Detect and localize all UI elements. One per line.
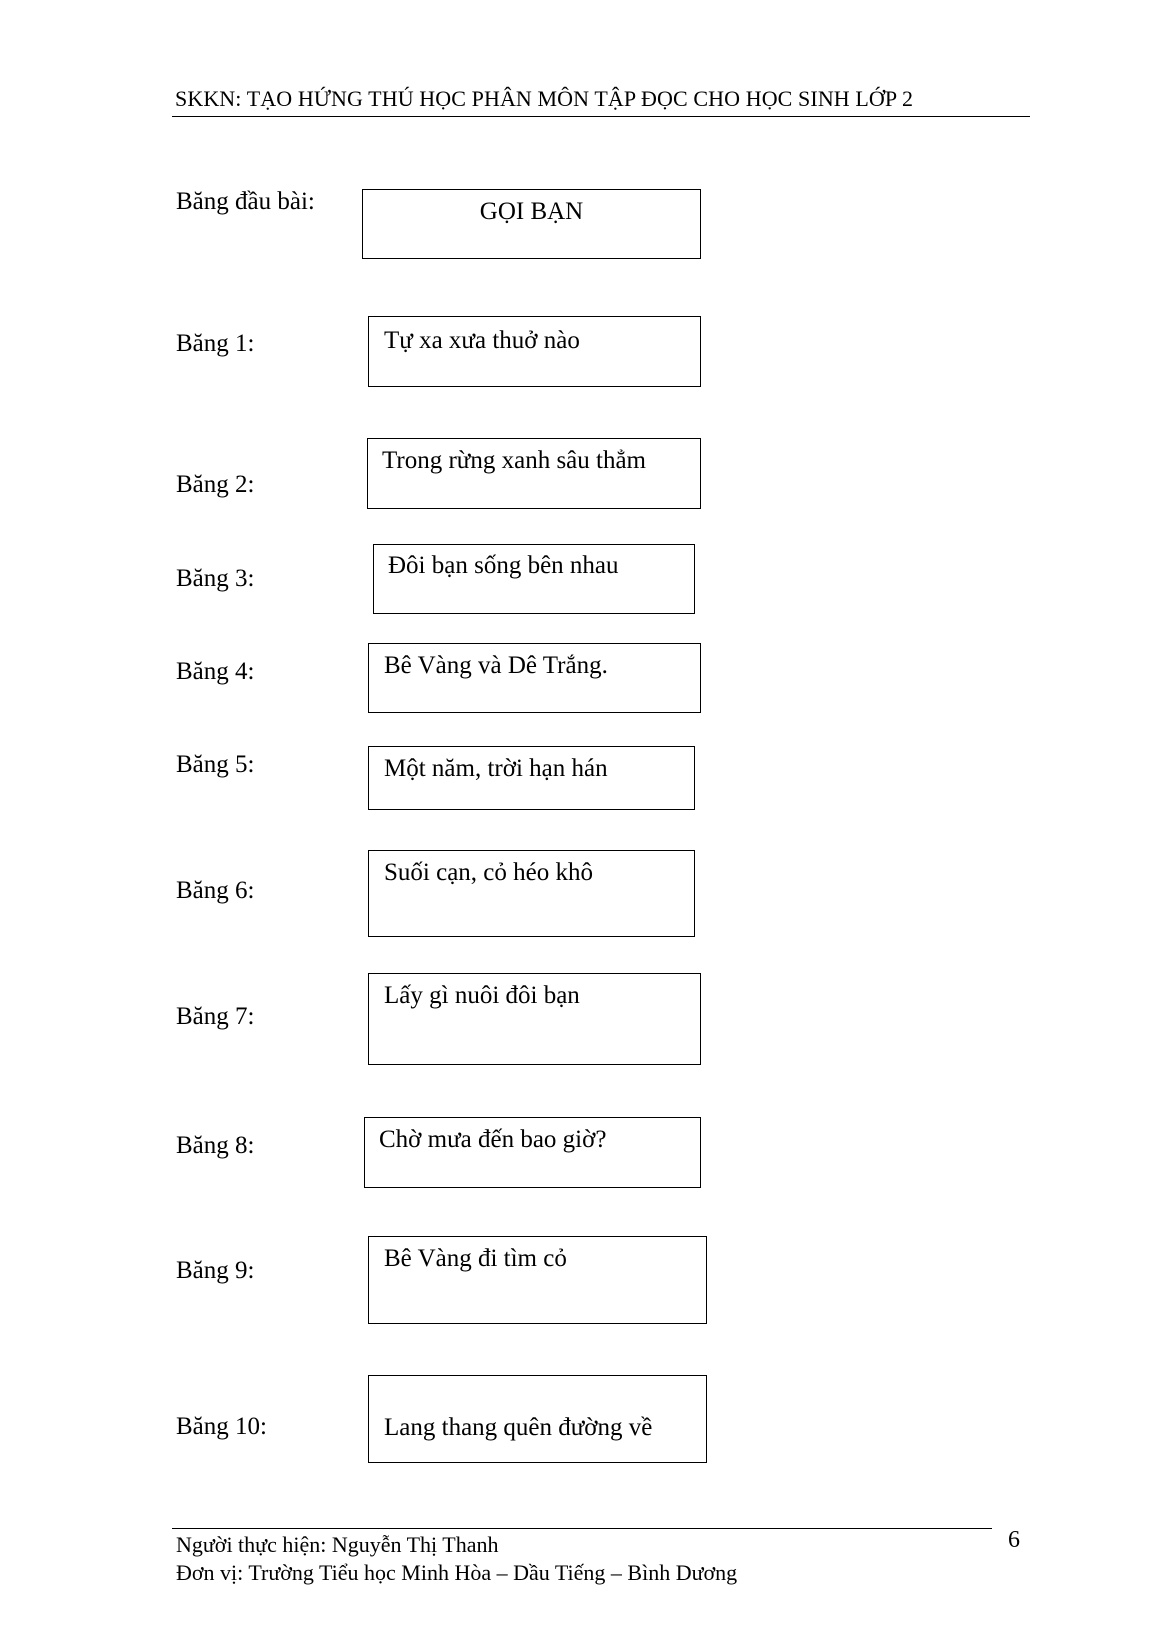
strip-label-1: Băng 1: <box>176 330 255 357</box>
strip-text-title: GỌI BẠN <box>479 198 584 225</box>
strip-text-6: Suối cạn, cỏ héo khô <box>384 859 593 886</box>
strip-text-8: Chờ mưa đến bao giờ? <box>379 1126 607 1153</box>
page-header-title: SKKN: TẠO HỨNG THÚ HỌC PHÂN MÔN TẬP ĐỌC CHO HỌC SINH LỚP 2 <box>175 86 914 111</box>
header-divider <box>172 116 1030 117</box>
strip-box-9 <box>368 1236 707 1324</box>
footer-author: Người thực hiện: Nguyễn Thị Thanh <box>176 1532 499 1557</box>
strip-box-5 <box>368 746 695 810</box>
strip-label-3: Băng 3: <box>176 565 255 592</box>
strip-text-2: Trong rừng xanh sâu thẳm <box>382 447 647 474</box>
strip-text-7: Lấy gì nuôi đôi bạn <box>384 982 580 1009</box>
strip-box-2 <box>367 438 701 509</box>
strip-box-7 <box>368 973 701 1065</box>
strip-box-8 <box>364 1117 701 1188</box>
strip-label-10: Băng 10: <box>176 1413 267 1440</box>
strip-text-4: Bê Vàng và Dê Trắng. <box>384 652 608 679</box>
strip-label-9: Băng 9: <box>176 1257 255 1284</box>
strip-label-title: Băng đầu bài: <box>176 188 315 215</box>
strip-text-10: Lang thang quên đường về <box>384 1414 653 1441</box>
strip-text-9: Bê Vàng đi tìm cỏ <box>384 1245 567 1272</box>
strip-label-8: Băng 8: <box>176 1132 255 1159</box>
footer-unit: Đơn vị: Trường Tiểu học Minh Hòa – Dầu Tiếng – Bình Dương <box>176 1560 738 1585</box>
footer-divider <box>172 1528 992 1529</box>
strip-label-6: Băng 6: <box>176 877 255 904</box>
strip-box-6 <box>368 850 695 937</box>
strip-box-1 <box>368 316 701 387</box>
strip-box-3 <box>373 544 695 614</box>
strip-label-2: Băng 2: <box>176 471 255 498</box>
strip-label-5: Băng 5: <box>176 751 255 778</box>
strip-label-7: Băng 7: <box>176 1003 255 1030</box>
strip-label-4: Băng 4: <box>176 658 255 685</box>
strip-box-title <box>362 189 701 259</box>
strip-box-4 <box>368 643 701 713</box>
strip-box-10 <box>368 1375 707 1463</box>
strip-text-3: Đôi bạn sống bên nhau <box>388 552 619 579</box>
strip-text-5: Một năm, trời hạn hán <box>384 755 608 782</box>
strip-text-1: Tự xa xưa thuở nào <box>384 327 580 354</box>
page-number: 6 <box>1008 1527 1020 1553</box>
